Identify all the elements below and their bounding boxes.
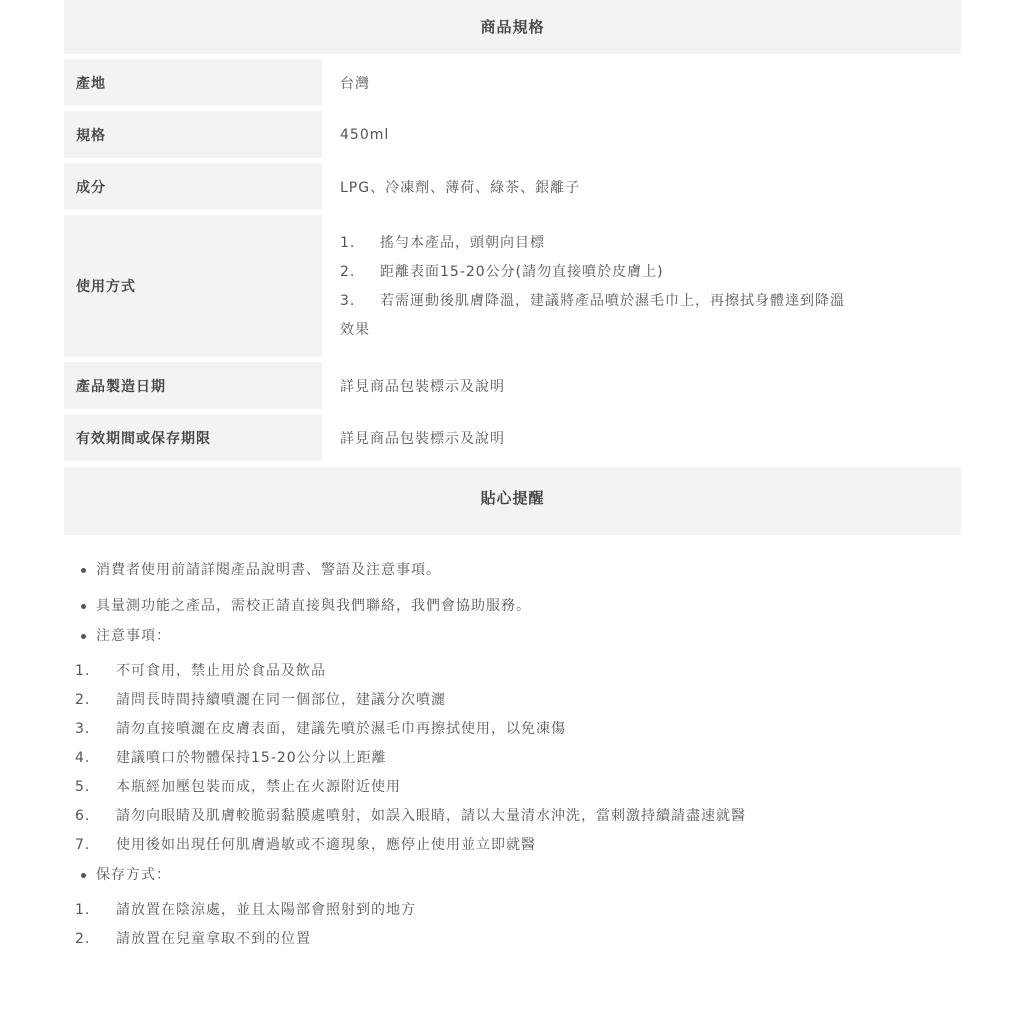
storage-item [64, 925, 961, 954]
spec-label: 有效期間或保存期限 [64, 414, 322, 461]
usage-step [340, 258, 845, 287]
note-number: 6. [75, 808, 91, 824]
spec-row-manufacture-date [64, 362, 961, 409]
spec-row-size [64, 111, 961, 158]
step-text: 距離表面15-20公分(請勿直接噴於皮膚上) [380, 264, 664, 280]
note-item [64, 831, 961, 860]
note-text: 請勿直接噴灑在皮膚表面，建議先噴於濕毛巾再擦拭使用，以免凍傷 [116, 721, 566, 737]
step-text: 若需運動後肌膚降溫，建議將產品噴於濕毛巾上，再擦拭身體達到降溫 [380, 293, 845, 309]
note-text: 本瓶經加壓包裝而成，禁止在火源附近使用 [116, 779, 401, 795]
storage-item [64, 896, 961, 925]
storage-number: 2. [75, 931, 91, 947]
tips-section-title: 貼心提醒 [64, 467, 961, 535]
note-number: 7. [75, 837, 91, 853]
spec-section-title: 商品規格 [64, 0, 961, 54]
spec-value: 詳見商品包裝標示及說明 [322, 362, 961, 409]
note-item [64, 773, 961, 802]
product-page [64, 0, 961, 954]
spec-label: 產品製造日期 [64, 362, 322, 409]
storage-text: 請放置在兒童拿取不到的位置 [116, 931, 311, 947]
storage-number: 1. [75, 902, 91, 918]
storage-text: 請放置在陰涼處，並且太陽部會照射到的地方 [116, 902, 416, 918]
spec-value: 450ml [322, 111, 961, 158]
spec-row-expiry [64, 414, 961, 461]
spec-label: 使用方式 [64, 215, 322, 357]
note-item [64, 744, 961, 773]
usage-step [340, 287, 845, 316]
usage-steps [340, 227, 845, 345]
spec-value: LPG、冷凍劑、薄荷、綠茶、銀離子 [322, 163, 961, 210]
step-number: 1. [340, 235, 356, 251]
spec-value: 台灣 [322, 59, 961, 106]
spec-value: 詳見商品包裝標示及說明 [322, 414, 961, 461]
usage-step-continuation: 效果 [340, 322, 370, 338]
note-text: 不可食用，禁止用於食品及飲品 [116, 663, 326, 679]
tips-content [64, 555, 961, 954]
note-number: 3. [75, 721, 91, 737]
spec-row-origin [64, 59, 961, 106]
note-number: 5. [75, 779, 91, 795]
spec-row-usage [64, 215, 961, 357]
note-text: 請問長時間持續噴灑在同一個部位，建議分次噴灑 [116, 692, 446, 708]
note-text: 使用後如出現任何肌膚過敏或不適現象，應停止使用並立即就醫 [116, 837, 536, 853]
note-number: 2. [75, 692, 91, 708]
step-text: 搖勻本產品，頭朝向目標 [380, 235, 545, 251]
note-item [64, 715, 961, 744]
note-item [64, 686, 961, 715]
step-number: 2. [340, 264, 356, 280]
note-number: 4. [75, 750, 91, 766]
spec-label: 成分 [64, 163, 322, 210]
spec-label: 產地 [64, 59, 322, 106]
note-item [64, 802, 961, 831]
note-number: 1. [75, 663, 91, 679]
spec-row-ingredients [64, 163, 961, 210]
usage-step [340, 229, 845, 258]
step-number: 3. [340, 293, 356, 309]
tip-bullet: 注意事項： [64, 621, 961, 651]
tip-bullet: 保存方式： [64, 860, 961, 890]
note-text: 建議噴口於物體保持15-20公分以上距離 [116, 750, 387, 766]
spec-label: 規格 [64, 111, 322, 158]
note-item [64, 657, 961, 686]
spec-value-usage [322, 215, 961, 357]
note-text: 請勿向眼睛及肌膚較脆弱黏膜處噴射，如誤入眼睛，請以大量清水沖洗，當刺激持續請盡速就醫 [116, 808, 746, 824]
tip-bullet: 具量測功能之產品，需校正請直接與我們聯絡，我們會協助服務。 [64, 591, 961, 621]
tip-bullet: 消費者使用前請詳閱產品說明書、警語及注意事項。 [64, 555, 961, 585]
